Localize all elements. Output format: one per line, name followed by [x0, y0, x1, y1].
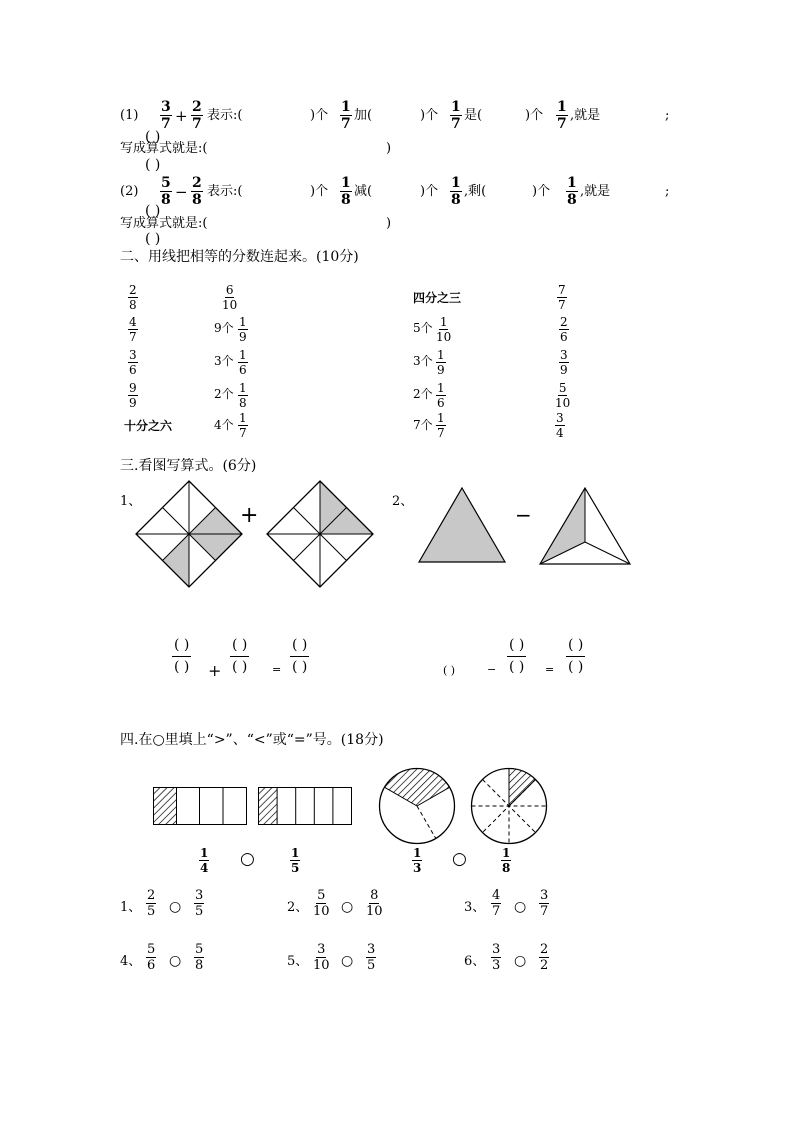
eq1-equals: =: [272, 663, 282, 676]
q2-left: ,剩(: [464, 184, 487, 199]
cmp6-label: 6、: [464, 954, 486, 969]
cmp6-a: $\frac{3}{3}$: [492, 942, 501, 973]
q1-jiushi: ,就是: [570, 108, 601, 123]
cmp1-a: $\frac{2}{5}$: [147, 888, 156, 919]
q1-is: 是(: [464, 108, 483, 123]
c2-frac-4: $\frac{1}{7}$: [239, 411, 247, 440]
q1-frac-b: $\frac{2}{7}$: [192, 99, 202, 132]
d1-shade-1: [189, 508, 242, 535]
cmp3-a: $\frac{4}{7}$: [492, 888, 501, 919]
c3-frac-2: $\frac{1}{9}$: [437, 348, 445, 377]
q1-formula-close: ): [386, 141, 392, 156]
q2-unit-3: $\frac{1}{8}$: [567, 175, 577, 208]
c3-text: 四分之三: [413, 291, 462, 305]
bar-figure-fifth: [258, 787, 352, 825]
fig-frac-third: $\frac{1}{3}$: [413, 846, 422, 875]
q1-plus: +: [175, 107, 188, 125]
q2-frac-a: $\frac{5}{8}$: [161, 175, 171, 208]
cmp5-a: $\frac{3}{10}$: [313, 942, 330, 973]
c1-frac-2: $\frac{4}{7}$: [129, 315, 137, 344]
c3-frac-3: $\frac{1}{6}$: [437, 381, 445, 410]
cmp6-circle[interactable]: ○: [514, 953, 527, 969]
q2-paren-1: ( ): [145, 203, 161, 219]
c3-count-3: 2个: [413, 387, 433, 401]
q1-add: 加(: [354, 108, 373, 123]
q2-unit-1: $\frac{1}{8}$: [341, 175, 351, 208]
c2-frac-3: $\frac{1}{8}$: [239, 381, 247, 410]
cmp6-b: $\frac{2}{2}$: [540, 942, 549, 973]
c1-text: 十分之六: [124, 419, 173, 433]
cmp3-label: 3、: [464, 900, 486, 915]
q2-frac-b: $\frac{2}{8}$: [192, 175, 202, 208]
q1-ge3: )个: [525, 108, 544, 123]
bar-figure-quarter: [153, 787, 247, 825]
circle-figure-eighth: [469, 766, 549, 846]
s3-item1-label: 1、: [120, 494, 142, 509]
fig-frac-eighth: $\frac{1}{8}$: [502, 846, 511, 875]
c3-count-1: 5个: [413, 321, 433, 335]
s3-minus: −: [515, 503, 532, 527]
c4-frac-4: $\frac{5}{10}$: [555, 381, 571, 410]
q2-formula-close: ): [386, 216, 392, 231]
c4-frac-2: $\frac{2}{6}$: [560, 315, 568, 344]
q1-unit-2: $\frac{1}{7}$: [451, 99, 461, 132]
section4-title: 四.在○里填上“>”、“<”或“=”号。(18分): [120, 732, 384, 748]
eq2-small-paren[interactable]: ( ): [443, 664, 456, 677]
cmp3-circle[interactable]: ○: [514, 899, 527, 915]
fig-frac-quarter: $\frac{1}{4}$: [200, 846, 209, 875]
cmp1-circle[interactable]: ○: [169, 899, 182, 915]
eq1-plus: +: [208, 661, 222, 680]
eq2-blank-2[interactable]: ( ) ( ): [568, 637, 584, 676]
eq1-blank-3[interactable]: ( ) ( ): [292, 637, 308, 676]
fig-compare-circle-1[interactable]: ○: [240, 849, 255, 869]
t1-shape: [419, 488, 505, 562]
q2-ge2: )个: [420, 184, 439, 199]
triangle-figure-1: [418, 487, 506, 563]
c2-shade: [509, 769, 536, 807]
s3-item2-label: 2、: [392, 494, 414, 509]
q2-ge1: )个: [310, 184, 329, 199]
c2-count-1: 9个: [214, 321, 234, 335]
q1-prefix: (1): [120, 108, 139, 123]
cmp5-circle[interactable]: ○: [341, 953, 354, 969]
cmp1-label: 1、: [120, 900, 142, 915]
cmp4-circle[interactable]: ○: [169, 953, 182, 969]
c2-frac-1: $\frac{1}{9}$: [239, 315, 247, 344]
q2-prefix: (2): [120, 184, 139, 199]
eq1-blank-1[interactable]: ( ) ( ): [174, 637, 190, 676]
c4-frac-5: $\frac{3}{4}$: [556, 411, 564, 440]
c3-frac-4: $\frac{1}{7}$: [437, 411, 445, 440]
circle-figure-third: [377, 766, 457, 846]
c3-frac-1: $\frac{1}{10}$: [436, 315, 452, 344]
c2-count-2: 3个: [214, 354, 234, 368]
q2-express: 表示:(: [207, 184, 243, 199]
q1-paren-2: ( ): [145, 157, 161, 173]
q2-unit-2: $\frac{1}{8}$: [451, 175, 461, 208]
q1-ge1: )个: [310, 108, 329, 123]
fig-compare-circle-2[interactable]: ○: [452, 849, 467, 869]
c3-count-4: 7个: [413, 418, 433, 432]
q1-unit-3: $\frac{1}{7}$: [557, 99, 567, 132]
c2-count-3: 2个: [214, 387, 234, 401]
triangle-figure-2: [539, 487, 631, 565]
bar2-shade: [259, 788, 278, 825]
q1-formula-label: 写成算式就是:(: [120, 141, 208, 156]
cmp4-a: $\frac{5}{6}$: [147, 942, 156, 973]
cmp2-circle[interactable]: ○: [341, 899, 354, 915]
q1-unit-1: $\frac{1}{7}$: [341, 99, 351, 132]
eq2-minus: −: [487, 663, 497, 676]
cmp1-b: $\frac{3}{5}$: [195, 888, 204, 919]
q2-ge3: )个: [532, 184, 551, 199]
q2-jiushi: ,就是: [580, 184, 611, 199]
section3-title: 三.看图写算式。(6分): [120, 458, 257, 474]
cmp5-b: $\frac{3}{5}$: [367, 942, 376, 973]
c3-count-2: 3个: [413, 354, 433, 368]
bar1-shade: [154, 788, 177, 825]
q1-paren-1: ( ): [145, 129, 161, 145]
c1-shade: [385, 769, 450, 806]
q1-frac-a: $\frac{3}{7}$: [161, 99, 171, 132]
eq2-equals: =: [545, 663, 555, 676]
c2-frac-2: $\frac{1}{6}$: [239, 348, 247, 377]
q2-semicolon: ;: [665, 184, 670, 199]
c1-frac-4: $\frac{9}{9}$: [129, 381, 137, 410]
cmp2-label: 2、: [287, 900, 309, 915]
cmp4-label: 4、: [120, 954, 142, 969]
q2-paren-2: ( ): [145, 231, 161, 247]
cmp4-b: $\frac{5}{8}$: [195, 942, 204, 973]
q1-semicolon: ;: [665, 108, 670, 123]
c1-radius-3: [417, 806, 436, 839]
q2-formula-label: 写成算式就是:(: [120, 216, 208, 231]
s3-plus: +: [240, 503, 259, 528]
q1-ge2: )个: [420, 108, 439, 123]
diamond-figure-2: [267, 481, 373, 587]
c2-frac-top: $\frac{6}{10}$: [222, 283, 238, 312]
cmp5-label: 5、: [287, 954, 309, 969]
q2-minus: −: [175, 183, 188, 201]
eq1-blank-2[interactable]: ( ) ( ): [232, 637, 248, 676]
c1-frac-3: $\frac{3}{6}$: [129, 348, 137, 377]
q1-express: 表示:(: [207, 108, 243, 123]
cmp3-b: $\frac{3}{7}$: [540, 888, 549, 919]
diamond-figure-1: [136, 481, 242, 587]
c1-frac-1: $\frac{2}{8}$: [129, 283, 137, 312]
d1-shade-2: [189, 534, 242, 561]
d1-shade-3: [163, 534, 190, 587]
cmp2-b: $\frac{8}{10}$: [366, 888, 383, 919]
fig-frac-fifth: $\frac{1}{5}$: [291, 846, 300, 875]
c4-frac-1: $\frac{7}{7}$: [558, 283, 566, 312]
q2-sub: 减(: [354, 184, 373, 199]
cmp2-a: $\frac{5}{10}$: [313, 888, 330, 919]
section2-title: 二、用线把相等的分数连起来。(10分): [120, 249, 359, 265]
c2-count-4: 4个: [214, 418, 234, 432]
c4-frac-3: $\frac{3}{9}$: [560, 348, 568, 377]
eq2-blank-1[interactable]: ( ) ( ): [509, 637, 525, 676]
